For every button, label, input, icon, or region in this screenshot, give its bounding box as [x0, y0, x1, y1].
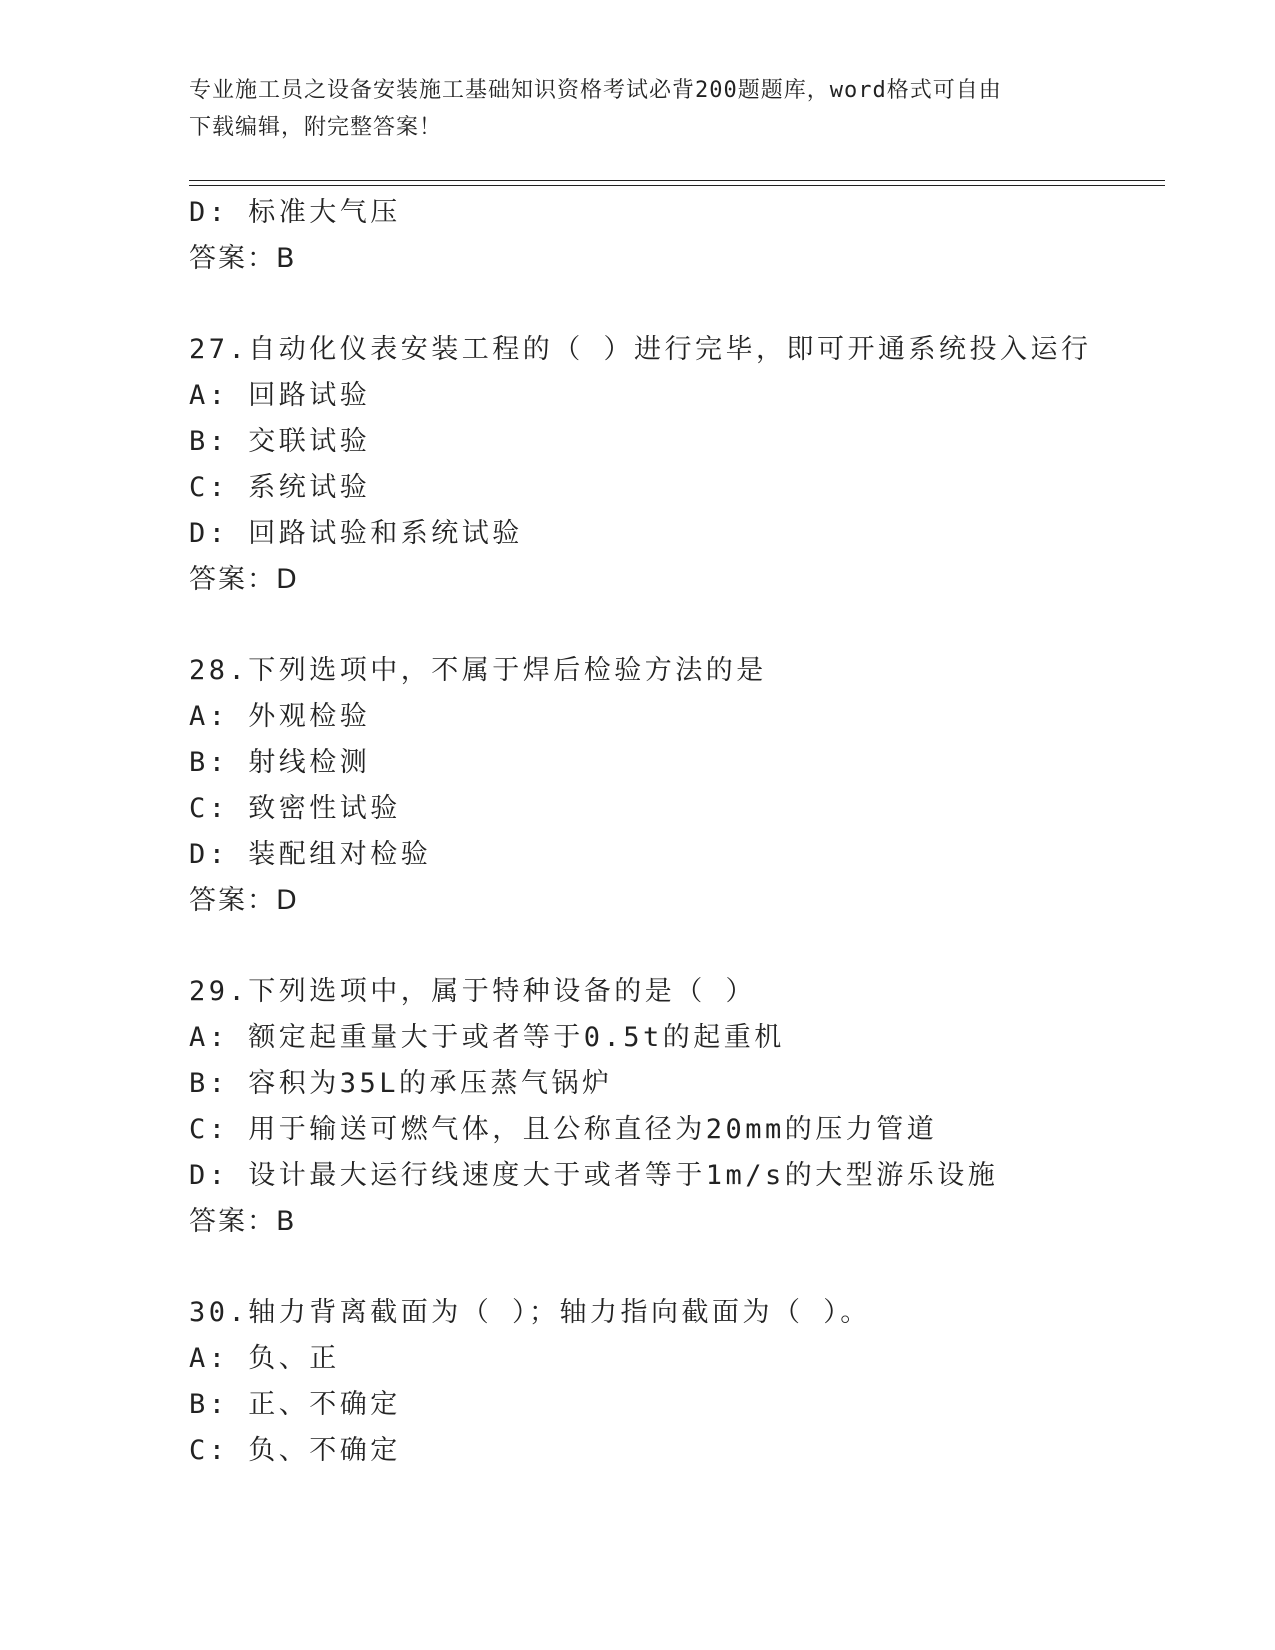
answer-line: 答案：D [189, 564, 299, 595]
header-rule-bottom [189, 185, 1165, 186]
carryover-block [189, 190, 1149, 282]
option-d: D: 标准大气压 [189, 197, 401, 228]
option-c: C: 系统试验 [189, 472, 371, 503]
option-a: A: 回路试验 [189, 380, 371, 411]
answer-line: 答案：B [189, 243, 297, 274]
question-stem: 30.轴力背离截面为（ ）；轴力指向截面为（ ）。 [189, 1297, 871, 1328]
option-a: A: 额定起重量大于或者等于0.5t的起重机 [189, 1022, 785, 1053]
option-b: B: 射线检测 [189, 747, 371, 778]
option-d: D: 设计最大运行线速度大于或者等于1m/s的大型游乐设施 [189, 1160, 999, 1191]
question-stem: 27.自动化仪表安装工程的（ ）进行完毕，即可开通系统投入运行 [189, 334, 1092, 365]
question-27 [189, 327, 1149, 603]
option-b: B: 容积为35L的承压蒸气锅炉 [189, 1068, 613, 1099]
option-a: A: 负、正 [189, 1343, 340, 1374]
answer-line: 答案：B [189, 1206, 297, 1237]
header-line-1: 专业施工员之设备安装施工基础知识资格考试必背200题题库，word格式可自由 [189, 78, 1002, 103]
answer-line: 答案：D [189, 885, 299, 916]
option-a: A: 外观检验 [189, 701, 371, 732]
question-30 [189, 1290, 1149, 1474]
option-c: C: 负、不确定 [189, 1435, 401, 1466]
option-d: D: 回路试验和系统试验 [189, 518, 523, 549]
option-d: D: 装配组对检验 [189, 839, 432, 870]
question-29 [189, 969, 1149, 1245]
question-stem: 28.下列选项中，不属于焊后检验方法的是 [189, 655, 767, 686]
option-c: C: 致密性试验 [189, 793, 401, 824]
option-b: B: 正、不确定 [189, 1389, 401, 1420]
option-b: B: 交联试验 [189, 426, 371, 457]
question-28 [189, 648, 1149, 924]
question-list [189, 190, 1149, 1474]
option-c: C: 用于输送可燃气体，且公称直径为20mm的压力管道 [189, 1114, 938, 1145]
question-stem: 29.下列选项中，属于特种设备的是（ ） [189, 976, 757, 1007]
header-line-2: 下载编辑，附完整答案！ [189, 115, 443, 140]
header-rule-top [189, 180, 1165, 181]
document-header [189, 72, 1089, 146]
